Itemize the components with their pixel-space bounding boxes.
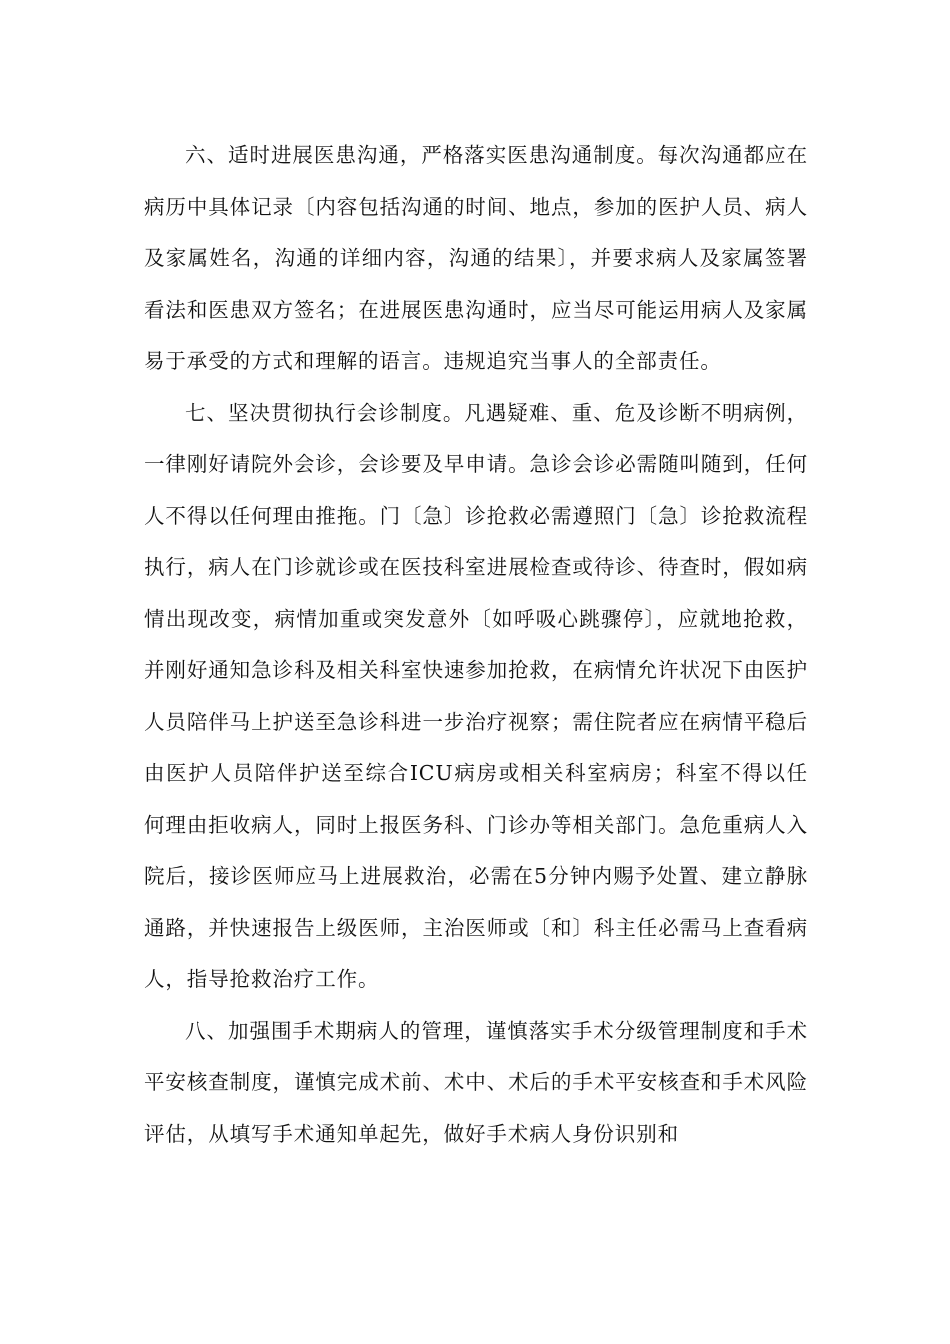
paragraph-six: 六、适时进展医患沟通，严格落实医患沟通制度。每次沟通都应在病历中具体记录〔内容包括沟通的时间、地点，参加的医护人员、病人及家属姓名，沟通的详细内容，沟通的结果〕，并要求病人及家属签署看法和医患双方签名；在进展医患沟通时，应当尽可能运用病人及家属易于承受的方式和理解的语言。违规追究当事人的全部责任。 xyxy=(144,143,808,373)
paragraph-eight: 八、加强围手术期病人的管理，谨慎落实手术分级管理制度和手术平安核查制度，谨慎完成术前、术中、术后的手术平安核查和手术风险评估，从填写手术通知单起先，做好手术病人身份识别和 xyxy=(144,1018,808,1146)
paragraph-seven: 七、坚决贯彻执行会诊制度。凡遇疑难、重、危及诊断不明病例，一律刚好请院外会诊，会诊要及早申请。急诊会诊必需随叫随到，任何人不得以任何理由推拖。门〔急〕诊抢救必需遵照门〔急〕诊抢救流程执行，病人在门诊就诊或在医技科室进展检查或待诊、待查时，假如病情出现改变，病情加重或突发意外〔如呼吸心跳骤停〕，应就地抢救，并刚好通知急诊科及相关科室快速参加抢救，在病情允许状况下由医护人员陪伴马上护送至急诊科进一步治疗视察；需住院者应在病情平稳后由医护人员陪伴护送至综合ICU病房或相关科室病房；科室不得以任何理由拒收病人，同时上报医务科、门诊办等相关部门。急危重病人入院后，接诊医师应马上进展救治，必需在5分钟内赐予处置、建立静脉通路，并快速报告上级医师，主治医师或〔和〕科主任必需马上查看病人，指导抢救治疗工作。 xyxy=(144,400,808,991)
document-body xyxy=(144,130,808,1160)
